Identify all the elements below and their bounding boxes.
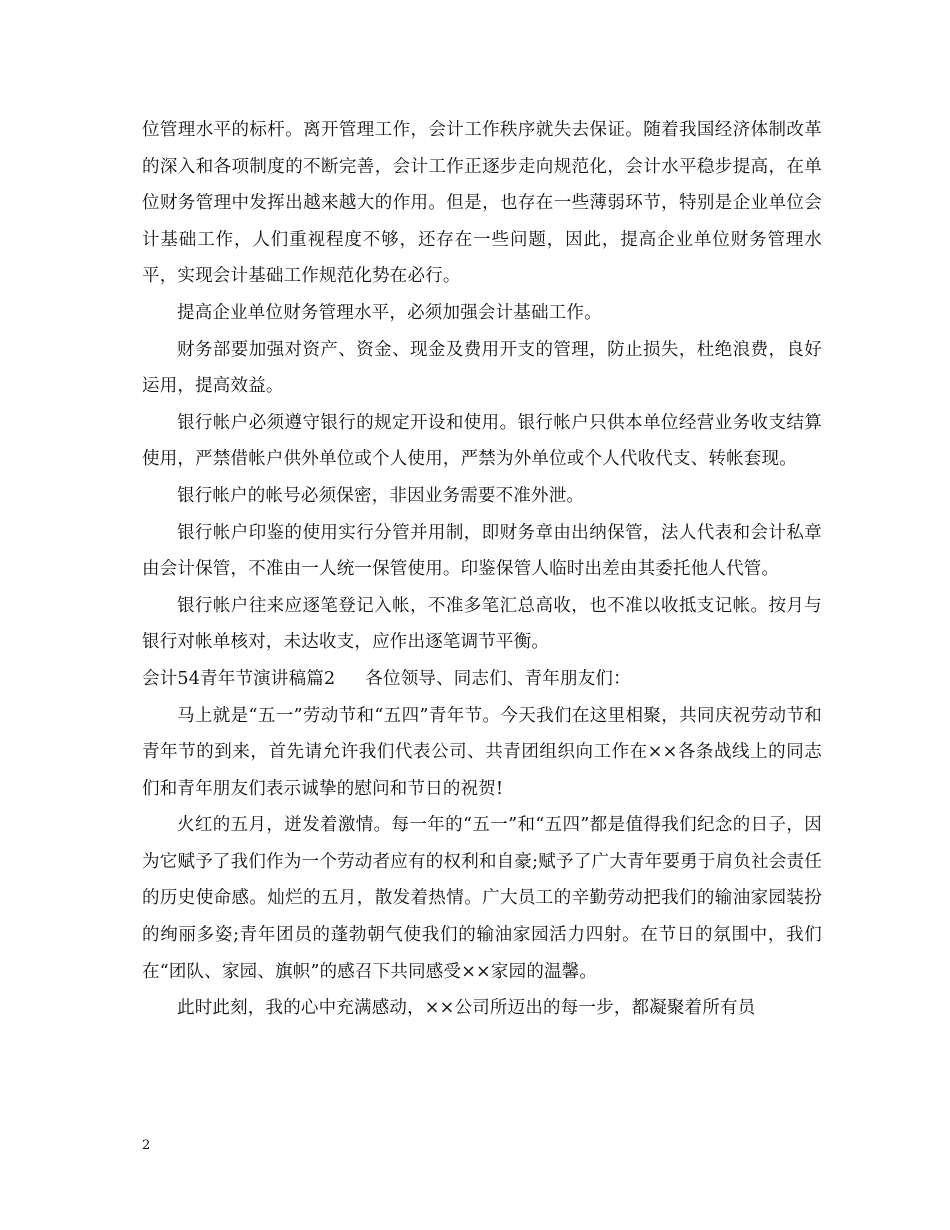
paragraph: 银行帐户往来应逐笔登记入帐，不准多笔汇总高收，也不准以收抵支记帐。按月与银行对帐单核对，未达收支，应作出逐笔调节平衡。 [142, 595, 822, 653]
paragraph: 提高企业单位财务管理水平，必须加强会计基础工作。 [177, 302, 602, 323]
paragraph: 此时此刻，我的心中充满感动，××公司所迈出的每一步，都凝聚着所有员 [177, 998, 756, 1019]
paragraph: 财务部要加强对资产、资金、现金及费用开支的管理，防止损失，杜绝浪费，良好运用，提高效益。 [142, 339, 822, 397]
speech-greeting: 各位领导、同志们、青年朋友们： [365, 668, 631, 689]
section-title: 会计54青年节演讲稿篇2 [142, 668, 336, 689]
paragraph: 银行帐户必须遵守银行的规定开设和使用。银行帐户只供本单位经营业务收支结算使用，严禁借帐户供外单位或个人使用，严禁为外单位或个人代收代支、转帐套现。 [142, 412, 822, 470]
paragraph: 银行帐户的帐号必须保密，非因业务需要不准外泄。 [177, 485, 585, 506]
paragraph: 火红的五月，迸发着激情。每一年的“五一”和“五四”都是值得我们纪念的日子，因为它赋予了我们作为一个劳动者应有的权利和自豪;赋予了广大青年要勇于肩负社会责任的历史使命感。灿烂的五月，散发着热情。广大员工的辛勤劳动把我们的输油家园装扮的绚丽多姿;青年团员的蓬勃朝气使我们的输油家园活力四射。在节日的氛围中，我们在“团队、家园、旗帜”的感召下共同感受××家园的温馨。 [142, 815, 822, 982]
paragraph-continuation: 位管理水平的标杆。离开管理工作，会计工作秩序就失去保证。随着我国经济体制改革的深入和各项制度的不断完善，会计工作正逐步走向规范化，会计水平稳步提高，在单位财务管理中发挥出越来越大的作用。但是，也存在一些薄弱环节，特别是企业单位会计基础工作，人们重视程度不够，还存在一些问题，因此，提高企业单位财务管理水平，实现会计基础工作规范化势在必行。 [142, 120, 822, 287]
page-number: 2 [142, 1138, 151, 1153]
document-body [142, 112, 822, 1027]
section-heading-line [142, 661, 822, 698]
paragraph: 马上就是“五一”劳动节和“五四”青年节。今天我们在这里相聚，共同庆祝劳动节和青年节的到来，首先请允许我们代表公司、共青团组织向工作在××各条战线上的同志们和青年朋友们表示诚挚的慰问和节日的祝贺! [142, 705, 822, 799]
paragraph: 银行帐户印鉴的使用实行分管并用制，即财务章由出纳保管，法人代表和会计私章由会计保管，不准由一人统一保管使用。印鉴保管人临时出差由其委托他人代管。 [142, 522, 822, 580]
